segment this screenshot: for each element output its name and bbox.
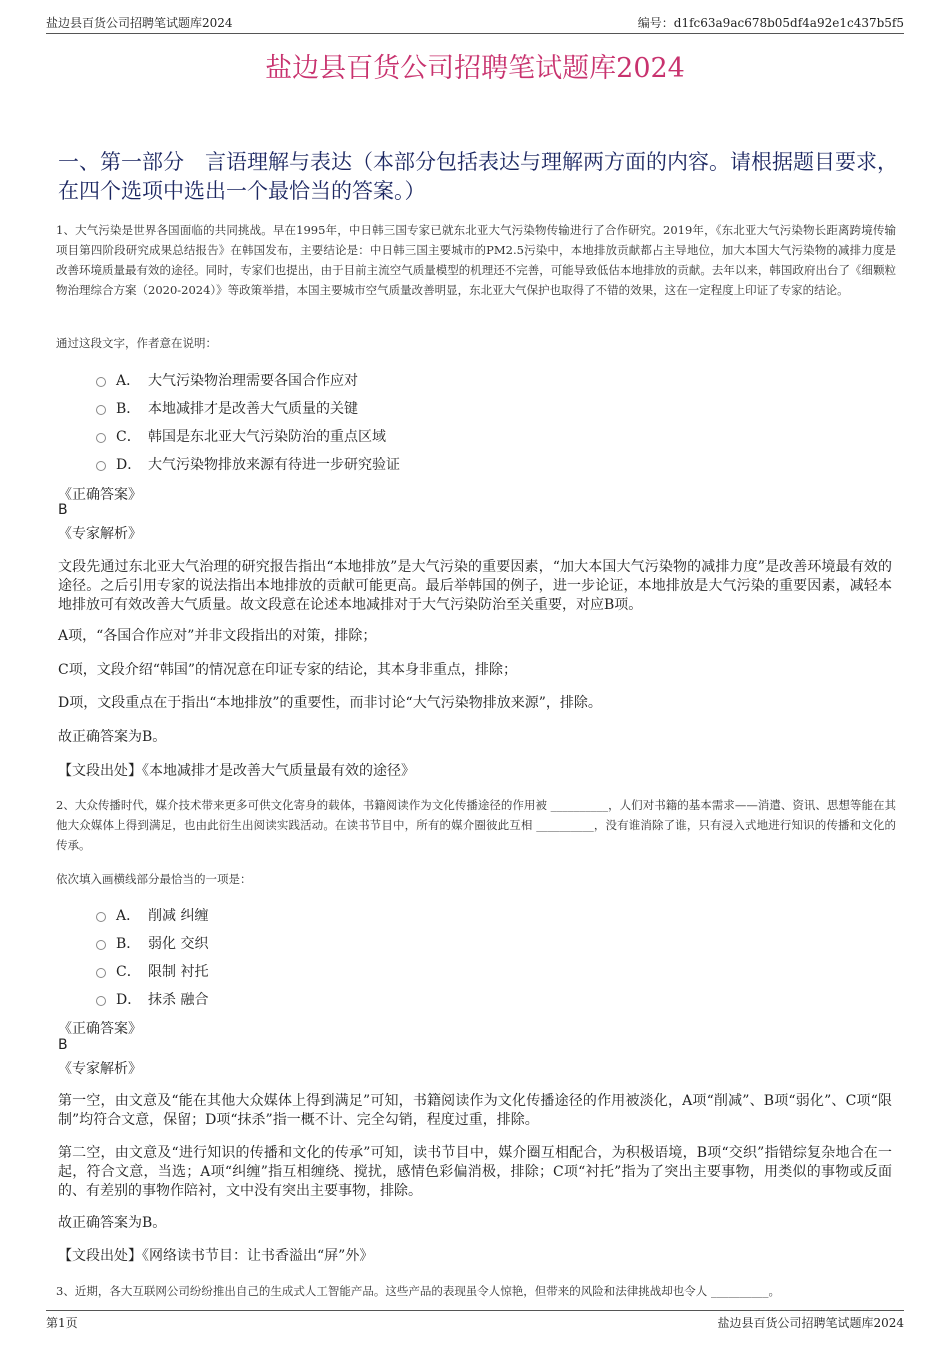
radio-icon[interactable] — [96, 405, 106, 415]
answer-value: B — [58, 1037, 68, 1053]
page-number: 第1页 — [46, 1316, 78, 1330]
radio-icon[interactable] — [96, 940, 106, 950]
question-2-text: 2、大众传播时代，媒介技术带来更多可供文化寄身的载体，书籍阅读作为文化传播途径的作用被 __________，人们对书籍的基本需求——消遣、资讯、思想等能在其他大众媒体上得到满足，也由此衍生出阅读实践活动。在读书节目中，所有的媒介圈彼此互相 __________，没有谁消除了谁，只有浸入式地进行知识的传播和文化的传承。 — [56, 798, 896, 852]
analysis-paragraph: C项，文段介绍“韩国”的情况意在印证专家的结论，其本身非重点，排除； — [58, 662, 518, 678]
analysis-conclusion: 故正确答案为B。 — [58, 729, 167, 745]
header-doc-id: 编号：d1fc63a9ac678b05df4a92e1c437b5f5 — [637, 16, 904, 30]
section-heading: 一、第一部分 言语理解与表达（本部分包括表达与理解两方面的内容。请根据题目要求，在四个选项中选出一个最恰当的答案。） — [58, 150, 898, 203]
analysis-paragraph: 第一空，由文意及“能在其他大众媒体上得到满足”可知，书籍阅读作为文化传播途径的作用被淡化，A项“削减”、B项“弱化”、C项“限制”均符合文意，保留；D项“抹杀”指一概不计、完全勾销，程度过重，排除。 — [58, 1093, 892, 1128]
analysis-paragraph: D项，文段重点在于指出“本地排放”的重要性，而非讨论“大气污染物排放来源”，排除。 — [58, 695, 602, 711]
question-1-options — [96, 366, 400, 478]
analysis-label: 《专家解析》 — [58, 1061, 142, 1077]
analysis-paragraph: A项，“各国合作应对”并非文段指出的对策，排除； — [58, 628, 377, 644]
radio-icon[interactable] — [96, 912, 106, 922]
header-rule — [46, 33, 904, 34]
option-b[interactable]: B． 本地减排才是改善大气质量的关键 — [96, 394, 400, 422]
option-b[interactable]: B． 弱化 交织 — [96, 929, 208, 957]
footer-title: 盐边县百货公司招聘笔试题库2024 — [717, 1316, 904, 1330]
source-citation: 【文段出处】《本地减排才是改善大气质量最有效的途径》 — [58, 763, 415, 779]
radio-icon[interactable] — [96, 996, 106, 1006]
footer-rule — [46, 1310, 904, 1311]
option-d[interactable]: D． 抹杀 融合 — [96, 985, 208, 1013]
question-1-text: 1、大气污染是世界各国面临的共同挑战。早在1995年，中日韩三国专家已就东北亚大气污染物传输进行了合作研究。2019年，《东北亚大气污染物长距离跨境传输项目第四阶段研究成果总结报告》在韩国发布，主要结论是：中日韩三国主要城市的PM2.5污染中，本地排放贡献都占主导地位，加大本国大气污染物的减排力度是改善环境质量最有效的途径。同时，专家们也提出，由于目前主流空气质量模型的机理还不完善，可能导致低估本地排放的贡献。去年以来，韩国政府出台了《细颗粒物治理综合方案（2020-2024）》等政策举措，本国主要城市空气质量改善明显，东北亚大气保护也取得了不错的效果，这在一定程度上印证了专家的结论。 — [56, 223, 896, 297]
question-1-prompt: 通过这段文字，作者意在说明： — [56, 336, 217, 350]
analysis-paragraph: 第二空，由文意及“进行知识的传播和文化的传承”可知，读书节目中，媒介圈互相配合，为积极语境，B项“交织”指错综复杂地合在一起，符合文意，当选；A项“纠缠”指互相缠绕、搅扰，感情色彩偏消极，排除；C项“衬托”指为了突出主要事物，用类似的事物或反面的、有差别的事物作陪衬，文中没有突出主要事物，排除。 — [58, 1145, 892, 1199]
answer-value: B — [58, 502, 68, 518]
option-c[interactable]: C． 韩国是东北亚大气污染防治的重点区域 — [96, 422, 400, 450]
option-d[interactable]: D． 大气污染物排放来源有待进一步研究验证 — [96, 450, 400, 478]
option-a[interactable]: A． 大气污染物治理需要各国合作应对 — [96, 366, 400, 394]
question-2-options — [96, 901, 208, 1013]
radio-icon[interactable] — [96, 968, 106, 978]
source-citation: 【文段出处】《网络读书节目：让书香溢出“屏”外》 — [58, 1248, 374, 1264]
option-a[interactable]: A． 削减 纠缠 — [96, 901, 208, 929]
page-header — [46, 14, 904, 32]
question-3-text: 3、近期，各大互联网公司纷纷推出自己的生成式人工智能产品。这些产品的表现虽令人惊艳，但带来的风险和法律挑战却也令人 __________。 — [56, 1284, 780, 1298]
radio-icon[interactable] — [96, 433, 106, 443]
document-title: 盐边县百货公司招聘笔试题库2024 — [265, 53, 685, 84]
analysis-conclusion: 故正确答案为B。 — [58, 1215, 167, 1231]
header-left: 盐边县百货公司招聘笔试题库2024 — [46, 16, 233, 30]
answer-label: 《正确答案》 — [58, 1021, 142, 1037]
question-2-prompt: 依次填入画横线部分最恰当的一项是： — [56, 872, 252, 886]
analysis-label: 《专家解析》 — [58, 526, 142, 542]
answer-label: 《正确答案》 — [58, 487, 142, 503]
analysis-paragraph: 文段先通过东北亚大气治理的研究报告指出“本地排放”是大气污染的重要因素，“加大本国大气污染物的减排力度”是改善环境最有效的途径。之后引用专家的说法指出本地排放的贡献可能更高。最后举韩国的例子，进一步论证，本地排放是大气污染的重要因素，减轻本地排放可有效改善大气质量。故文段意在论述本地减排对于大气污染防治至关重要，对应B项。 — [58, 559, 892, 613]
option-c[interactable]: C． 限制 衬托 — [96, 957, 208, 985]
radio-icon[interactable] — [96, 377, 106, 387]
radio-icon[interactable] — [96, 461, 106, 471]
